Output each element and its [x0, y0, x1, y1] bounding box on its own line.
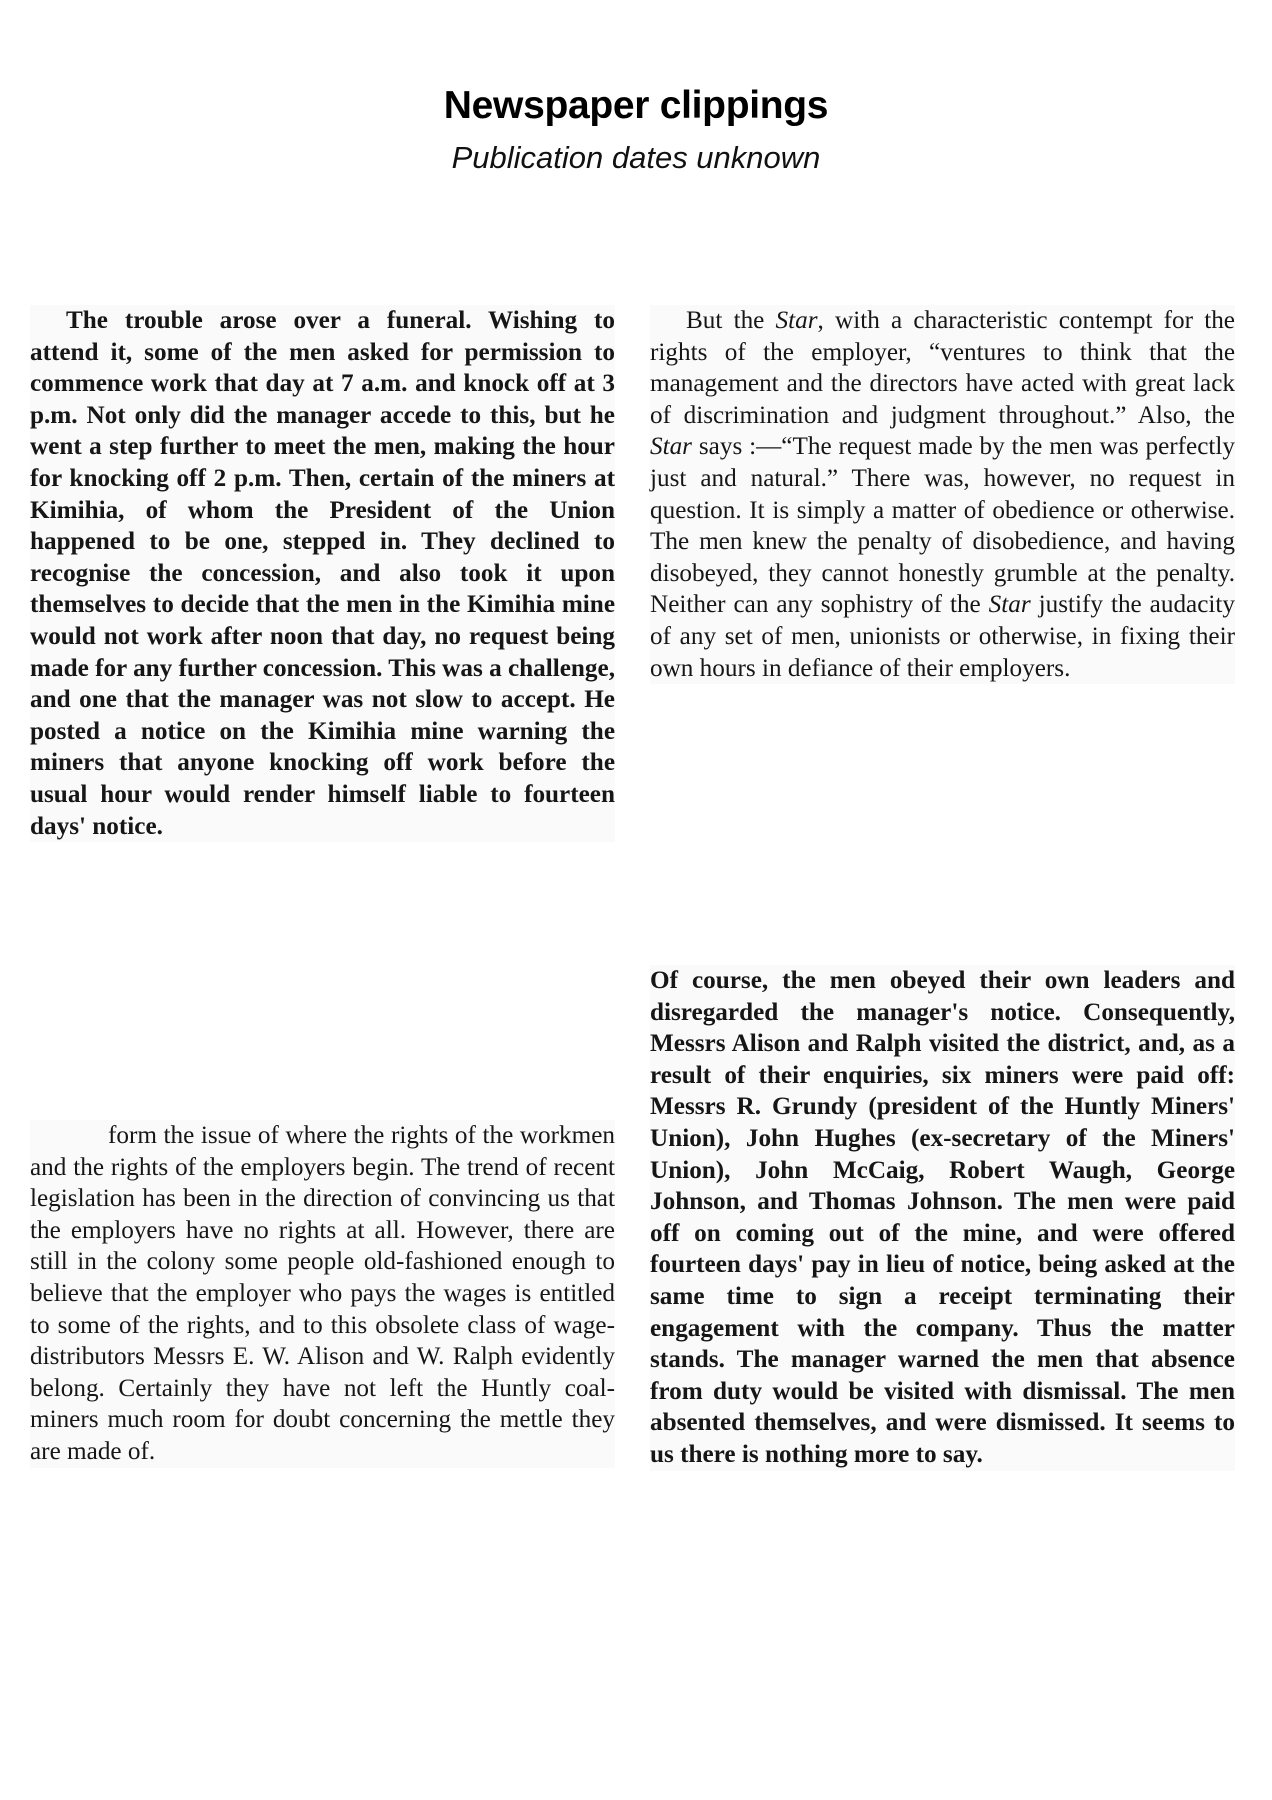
newspaper-name: Star: [775, 307, 818, 334]
clipping-dismissal: [650, 965, 1235, 1471]
newspaper-name: Star: [988, 591, 1031, 619]
clipping-text: Of course, the men obeyed their own leaders and disregarded the manager's notice. Consequently, Messrs Alison and Ralph visited the district, and, as a result of their enquiries, six miners were paid off: Messrs R. Grundy (president of the Huntly Miners' Union), John Hughes (ex-secretary of the Miners' Union), John McCaig, Robert Waugh, George Johnson, and Thomas Johnson. The men were paid off on coming out of the mine, and were offered fourteen days' pay in lieu of notice, being asked at the same time to sign a receipt terminating their engagement with the company. Thus the matter stands. The manager warned the men that absence from duty would be visited with dismissal. The men absented themselves, and were dismissed. It seems to us there is nothing more to say.: [650, 967, 1235, 1468]
page-title: Newspaper clippings: [443, 84, 829, 127]
clipping-text: form the issue of where the rights of the workmen and the rights of the employers begin. The trend of recent legislation has been in the direction of convincing us that the employers have no rights at all. However, there are still in the colony some people old-fashioned enough to believe that the employer who pays the wages is entitled to some of the rights, and to this obsolete class of wage-distributors Messrs E. W. Alison and W. Ralph evidently belong. Certainly they have not left the Huntly coal-miners much room for doubt concerning the mettle they are made of.: [30, 1122, 615, 1465]
newspaper-name: Star: [650, 433, 692, 461]
clipping-text: [650, 305, 1235, 684]
clipping-funeral: [30, 305, 615, 842]
text-run: justify the audacity of any set of men, unionists or otherwise, in fixing their own hours in defiance of their employers.: [650, 591, 1235, 682]
text-run: But the: [686, 307, 776, 334]
page-header: [0, 84, 1272, 176]
text-run: says :—“The request made by the men was perfectly just and natural.” There was, however, no request in question. It is simply a matter of obedience or otherwise. The men knew the penalty of disobedience, and having disobeyed, they cannot honestly grumble at the penalty. Neither can any sophistry of the: [650, 433, 1235, 619]
text-run: , with a characteristic contempt for the rights of the employer, “ventures to think that the management and the directors have acted with great lack of discrimination and judgment throughout.” Also, the: [650, 307, 1235, 429]
clipping-star: [650, 305, 1235, 684]
clipping-text: The trouble arose over a funeral. Wishing to attend it, some of the men asked for permission to commence work that day at 7 a.m. and knock off at 3 p.m. Not only did the manager accede to this, but he went a step further to meet the men, making the hour for knocking off 2 p.m. Then, certain of the miners at Kimihia, of whom the President of the Union happened to be one, stepped in. They declined to recognise the concession, and also took it upon themselves to decide that the men in the Kimihia mine would not work after noon that day, no request being made for any further concession. This was a challenge, and one that the manager was not slow to accept. He posted a notice on the Kimihia mine warning the miners that anyone knocking off work before the usual hour would render himself liable to fourteen days' notice.: [30, 307, 615, 840]
clipping-rights: [30, 1120, 615, 1468]
page-subtitle: Publication dates unknown: [451, 140, 821, 175]
